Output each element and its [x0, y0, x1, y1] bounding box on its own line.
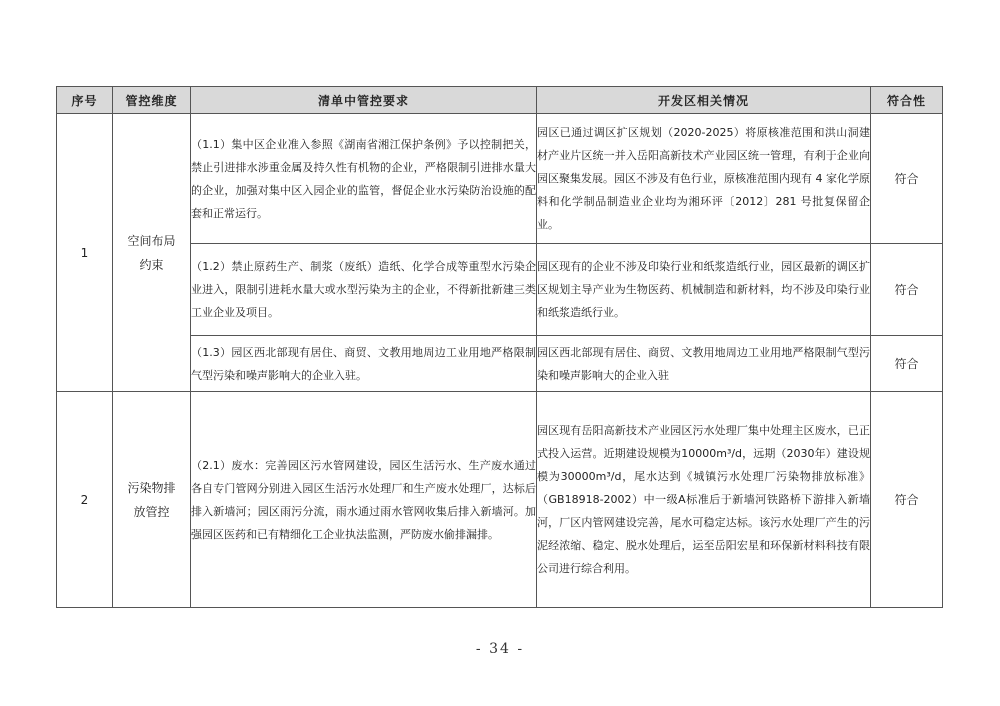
compliance-cell: 符合 — [871, 114, 943, 244]
requirement-cell: （1.3）园区西北部现有居住、商贸、文教用地周边工业用地严格限制气型污染和噪声影响大的企业入驻。 — [191, 336, 537, 392]
page-number: - 34 - — [475, 641, 525, 657]
header-no: 序号 — [57, 87, 113, 114]
table-row — [57, 114, 943, 244]
requirement-cell: （2.1）废水：完善园区污水管网建设，园区生活污水、生产废水通过各自专门管网分别进入园区生活污水处理厂和生产废水处理厂，达标后排入新墙河；园区雨污分流，雨水通过雨水管网收集后排入新墙河。加强园区医药和已有精细化工企业执法监测，严防废水偷排漏排。 — [191, 392, 537, 608]
header-situation: 开发区相关情况 — [537, 87, 871, 114]
requirement-cell: （1.1）集中区企业准入参照《湖南省湘江保护条例》予以控制把关，禁止引进排水涉重金属及持久性有机物的企业，严格限制引进排水量大的企业，加强对集中区入园企业的监管，督促企业水污染防治设施的配套和正常运行。 — [191, 114, 537, 244]
header-dimension: 管控维度 — [113, 87, 191, 114]
control-dimension — [113, 114, 191, 392]
regulation-table — [56, 86, 943, 608]
row-number: 2 — [57, 392, 113, 608]
situation-cell: 园区西北部现有居住、商贸、文教用地周边工业用地严格限制气型污染和噪声影响大的企业入驻 — [537, 336, 871, 392]
header-compliance: 符合性 — [871, 87, 943, 114]
requirement-cell: （1.2）禁止原药生产、制浆（废纸）造纸、化学合成等重型水污染企业进入，限制引进耗水量大或水型污染为主的企业，不得新批新建三类工业企业及项目。 — [191, 244, 537, 336]
situation-cell: 园区已通过调区扩区规划（2020-2025）将原核准范围和洪山洞建材产业片区统一并入岳阳高新技术产业园区统一管理，有利于企业向园区聚集发展。园区不涉及有色行业，原核准范围内现有 4 家化学原料和化学制品制造业企业均为湘环评〔2012〕281 号批复保留企业。 — [537, 114, 871, 244]
dimension-text: 空间布局约束 — [127, 233, 176, 272]
compliance-cell: 符合 — [871, 244, 943, 336]
compliance-cell: 符合 — [871, 392, 943, 608]
header-requirement: 清单中管控要求 — [191, 87, 537, 114]
dimension-text: 污染物排放管控 — [127, 480, 176, 519]
situation-cell: 园区现有的企业不涉及印染行业和纸浆造纸行业，园区最新的调区扩区规划主导产业为生物医药、机械制造和新材料，均不涉及印染行业和纸浆造纸行业。 — [537, 244, 871, 336]
control-dimension — [113, 392, 191, 608]
situation-cell: 园区现有岳阳高新技术产业园区污水处理厂集中处理主区废水，已正式投入运营。近期建设规模为10000m³/d，远期（2030年）建设规模为30000m³/d，尾水达到《城镇污水处理厂污染物排放标准》（GB18918-2002）中一级A标准后于新墙河铁路桥下游排入新墙河，厂区内管网建设完善，尾水可稳定达标。该污水处理厂产生的污泥经浓缩、稳定、脱水处理后，运至岳阳宏星和环保新材料科技有限公司进行综合利用。 — [537, 392, 871, 608]
row-number: 1 — [57, 114, 113, 392]
table-header-row — [57, 87, 943, 114]
table-row — [57, 392, 943, 608]
compliance-cell: 符合 — [871, 336, 943, 392]
